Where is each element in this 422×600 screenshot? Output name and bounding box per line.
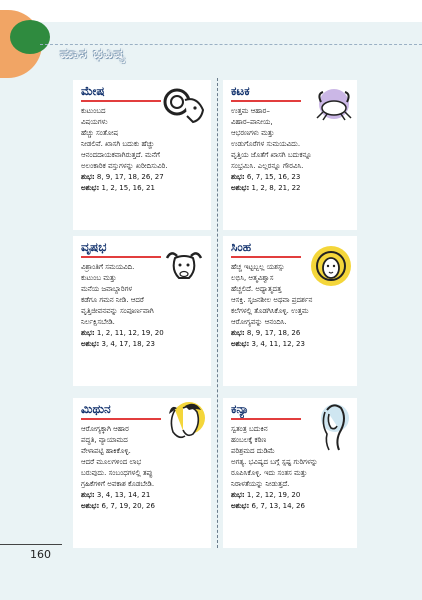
lucky-values: 1, 2, 12, 19, 20: [246, 491, 301, 499]
lucky-days: [81, 490, 203, 501]
sign-panel-simha: [223, 236, 357, 386]
unlucky-days: [81, 183, 203, 194]
text-line: ಉತ್ತಮ ಆಹಾರ–: [231, 107, 270, 115]
lucky-label: ಶುಭ:: [81, 173, 95, 181]
lucky-values: 8, 9, 17, 18, 26: [246, 329, 301, 337]
lucky-values: 1, 2, 11, 12, 19, 20: [96, 329, 164, 337]
sign-name: ಕಟಕ: [231, 84, 250, 98]
lucky-label: ಶುಭ:: [231, 173, 245, 181]
text-line: ಬರುವುದು. ಸಂಬಂಧಗಳಲ್ಲಿ ತಪ್ಪು: [81, 469, 153, 477]
sign-panel-kanya: [223, 398, 357, 548]
lucky-days: [81, 172, 203, 183]
text-line: ಅಗತ್ಯ. ಭವಿಷ್ಯದ ಬಗ್ಗೆ ಸ್ಪಷ್ಟ ಗುರಿಗಳನ್ನು: [231, 458, 318, 466]
text-line: ಉಡುಗೊರೆಗಳ ಸುಮಯವಿದು.: [231, 140, 301, 148]
unlucky-label: ಅಶುಭ:: [81, 502, 100, 510]
sign-underline: [81, 100, 161, 102]
unlucky-values: 1, 2, 8, 21, 22: [251, 184, 301, 192]
text-line: ವಿಷಯಗಳು: [81, 118, 108, 126]
text-line: ಆಸಕ್ತಿ. ಸೃಜನಶೀಲ ಅಥವಾ ಪ್ರದರ್ಶನ: [231, 296, 313, 304]
unlucky-days: [231, 501, 349, 512]
lucky-days: [231, 172, 349, 183]
unlucky-values: 6, 7, 13, 14, 26: [251, 502, 305, 510]
text-line: ಹೆಚ್ಚು ಸಂತೋಷ: [81, 129, 119, 137]
text-line: ನಿರ್ಲಕ್ಷಿಸಬೇಡಿ.: [81, 318, 115, 326]
page-number-rule: [0, 544, 62, 545]
sign-panel-mithuna: [73, 398, 211, 548]
unlucky-label: ಅಶುಭ:: [81, 184, 100, 192]
unlucky-values: 3, 4, 11, 12, 23: [251, 340, 305, 348]
text-line: ವಿಹಾರ–ಪಾನೀಯ,: [231, 118, 273, 126]
text-line: ಹೆಚ್ಚ ಇಟ್ಟಬ್ಬಲ್ಲ ಯಶಸ್ಸು: [231, 263, 285, 271]
column-divider: [217, 78, 218, 548]
sign-text: [81, 106, 203, 194]
sign-text: [231, 424, 349, 512]
unlucky-days: [81, 501, 203, 512]
sign-panel-mesha: [73, 80, 211, 230]
text-line: ಸ್ವತಂತ್ರ ಬದುಕಿನ: [231, 425, 268, 433]
text-line: ವೇಳಾಪಟ್ಟಿ ಹಾಕಿಕೊಳ್ಳಿ.: [81, 447, 131, 455]
text-line: ಆಭರಣಗಳು ಮತ್ತು: [231, 129, 275, 137]
text-line: ಅಲಂಕಾರಿಕ ವಸ್ತುಗಳನ್ನು ಖರೀದಿಸುವಿರಿ.: [81, 162, 168, 170]
text-line: ಹೆಚ್ಚಲಿದೆ. ಅಧ್ಯಾತ್ಮದತ್ತ: [231, 285, 282, 293]
text-line: ಆರೋಗ್ಯವನ್ನು ಆನಂದಿಸಿ.: [231, 318, 287, 326]
unlucky-label: ಅಶುಭ:: [231, 340, 250, 348]
unlucky-values: 3, 4, 17, 18, 23: [101, 340, 155, 348]
lucky-days: [231, 328, 349, 339]
text-line: ಮನೆಯ ಜವಾಬ್ದಾರಿಗಳ: [81, 285, 133, 293]
page-number: 160: [30, 548, 51, 561]
unlucky-label: ಅಶುಭ:: [231, 184, 250, 192]
sign-text: [81, 262, 203, 350]
unlucky-days: [231, 183, 349, 194]
lucky-days: [231, 490, 349, 501]
sign-name: ಸಿಂಹ: [231, 240, 252, 254]
sign-name: ಮೇಷ: [81, 84, 105, 98]
text-line: ರೂಪಿಸಿಕೊಳ್ಳಿ. ಇದು ಸಂತಸ ಮತ್ತು: [231, 469, 308, 477]
lucky-label: ಶುಭ:: [231, 329, 245, 337]
text-line: ವಿಶ್ರಾಂತಿಗೆ ಸಮಯವಿದಿ.: [81, 263, 135, 271]
lucky-values: 3, 4, 13, 14, 21: [96, 491, 151, 499]
sign-underline: [231, 100, 301, 102]
unlucky-values: 6, 7, 19, 20, 26: [101, 502, 155, 510]
text-line: ನಿರಾಳತೆಯನ್ನು ನೀಡುತ್ತದೆ.: [231, 480, 290, 488]
text-line: ಪರಿಶ್ರಮದ ದುಡಿಮೆ: [231, 447, 275, 455]
text-line: ಕಡೆಗೂ ಗಮನ ನೀಡಿ. ಆದರೆ: [81, 296, 144, 304]
text-line: ಹಂಬಲಕ್ಕೆ ಕಠಿಣ: [231, 436, 267, 444]
unlucky-label: ಅಶುಭ:: [81, 340, 100, 348]
unlucky-values: 1, 2, 15, 16, 21: [101, 184, 155, 192]
text-line: ಕುಟುಂಬ ಮತ್ತು: [81, 274, 117, 282]
header-rule: [40, 44, 422, 45]
lucky-label: ಶುಭ:: [81, 329, 95, 337]
text-line: ಆನಂದದಾಯಕವಾಗಿರುತ್ತದೆ. ಮನೆಗೆ: [81, 151, 160, 159]
text-line: ಪದ್ಧತಿ, ವ್ಯಾಯಾಮದ: [81, 436, 128, 444]
text-line: ವೃತ್ತಿಜೀವನವನ್ನು ಸಂಪೂರ್ಣವಾಗಿ: [81, 307, 154, 315]
sign-name: ವೃಷಭ: [81, 240, 107, 254]
corner-leaf: [10, 20, 50, 54]
sign-name: ಮಿಥುನ: [81, 402, 111, 416]
lucky-label: ಶುಭ:: [231, 491, 245, 499]
text-line: ಸಂಭ್ರಮಿಸಿ. ಎಲ್ಲರನ್ನೂ ಗೌರವಿಸಿ.: [231, 162, 304, 170]
lucky-values: 6, 7, 15, 16, 23: [246, 173, 301, 181]
lucky-label: ಶುಭ:: [81, 491, 95, 499]
unlucky-label: ಅಶುಭ:: [231, 502, 250, 510]
sign-text: [81, 424, 203, 512]
sign-name: ಕನ್ಯಾ: [231, 402, 249, 416]
unlucky-days: [231, 339, 349, 350]
text-line: ಕಲೆಗಳಲ್ಲಿ ತೊಡಗಿಸಿಕೊಳ್ಳಿ. ಉತ್ತಮ: [231, 307, 309, 315]
text-line: ಗ್ರಹಿಕೆಗಳಿಗೆ ಅವಕಾಶ ಕೊಡಬೇಡಿ.: [81, 480, 155, 488]
sign-underline: [81, 256, 161, 258]
sign-panel-vrishabha: [73, 236, 211, 386]
lucky-values: 8, 9, 17, 18, 26, 27: [96, 173, 164, 181]
sign-underline: [231, 418, 301, 420]
text-line: ಆದರೆ ಮೂಲಗಳಿಂದ ಲಾಭ: [81, 458, 142, 466]
lucky-days: [81, 328, 203, 339]
text-line: ಆರೋಗ್ಯಕ್ಕಾಗಿ ಆಹಾರ: [81, 425, 129, 433]
sign-underline: [81, 418, 161, 420]
sign-text: [231, 262, 349, 350]
unlucky-days: [81, 339, 203, 350]
sign-text: [231, 106, 349, 194]
text-line: ಕುಟುಂಬದ: [81, 107, 106, 115]
text-line: ಲಭಿಸಿ, ಆತ್ಮವಿಶ್ವಾಸ: [231, 274, 274, 282]
sign-underline: [231, 256, 301, 258]
page-title: ಮಾಸ ಭವಿಷ್ಯ: [60, 46, 127, 62]
text-line: ನೀಡಲಿವೆ. ಖಾಸಗಿ ಬದುಕು ಹೆಚ್ಚು: [81, 140, 155, 148]
top-band: [0, 0, 422, 22]
sign-panel-kataka: [223, 80, 357, 230]
text-line: ವೃತ್ತಿಯ ಜೊತೆಗೆ ಖಾಸಗಿ ಬದುಕನ್ನೂ: [231, 151, 312, 159]
